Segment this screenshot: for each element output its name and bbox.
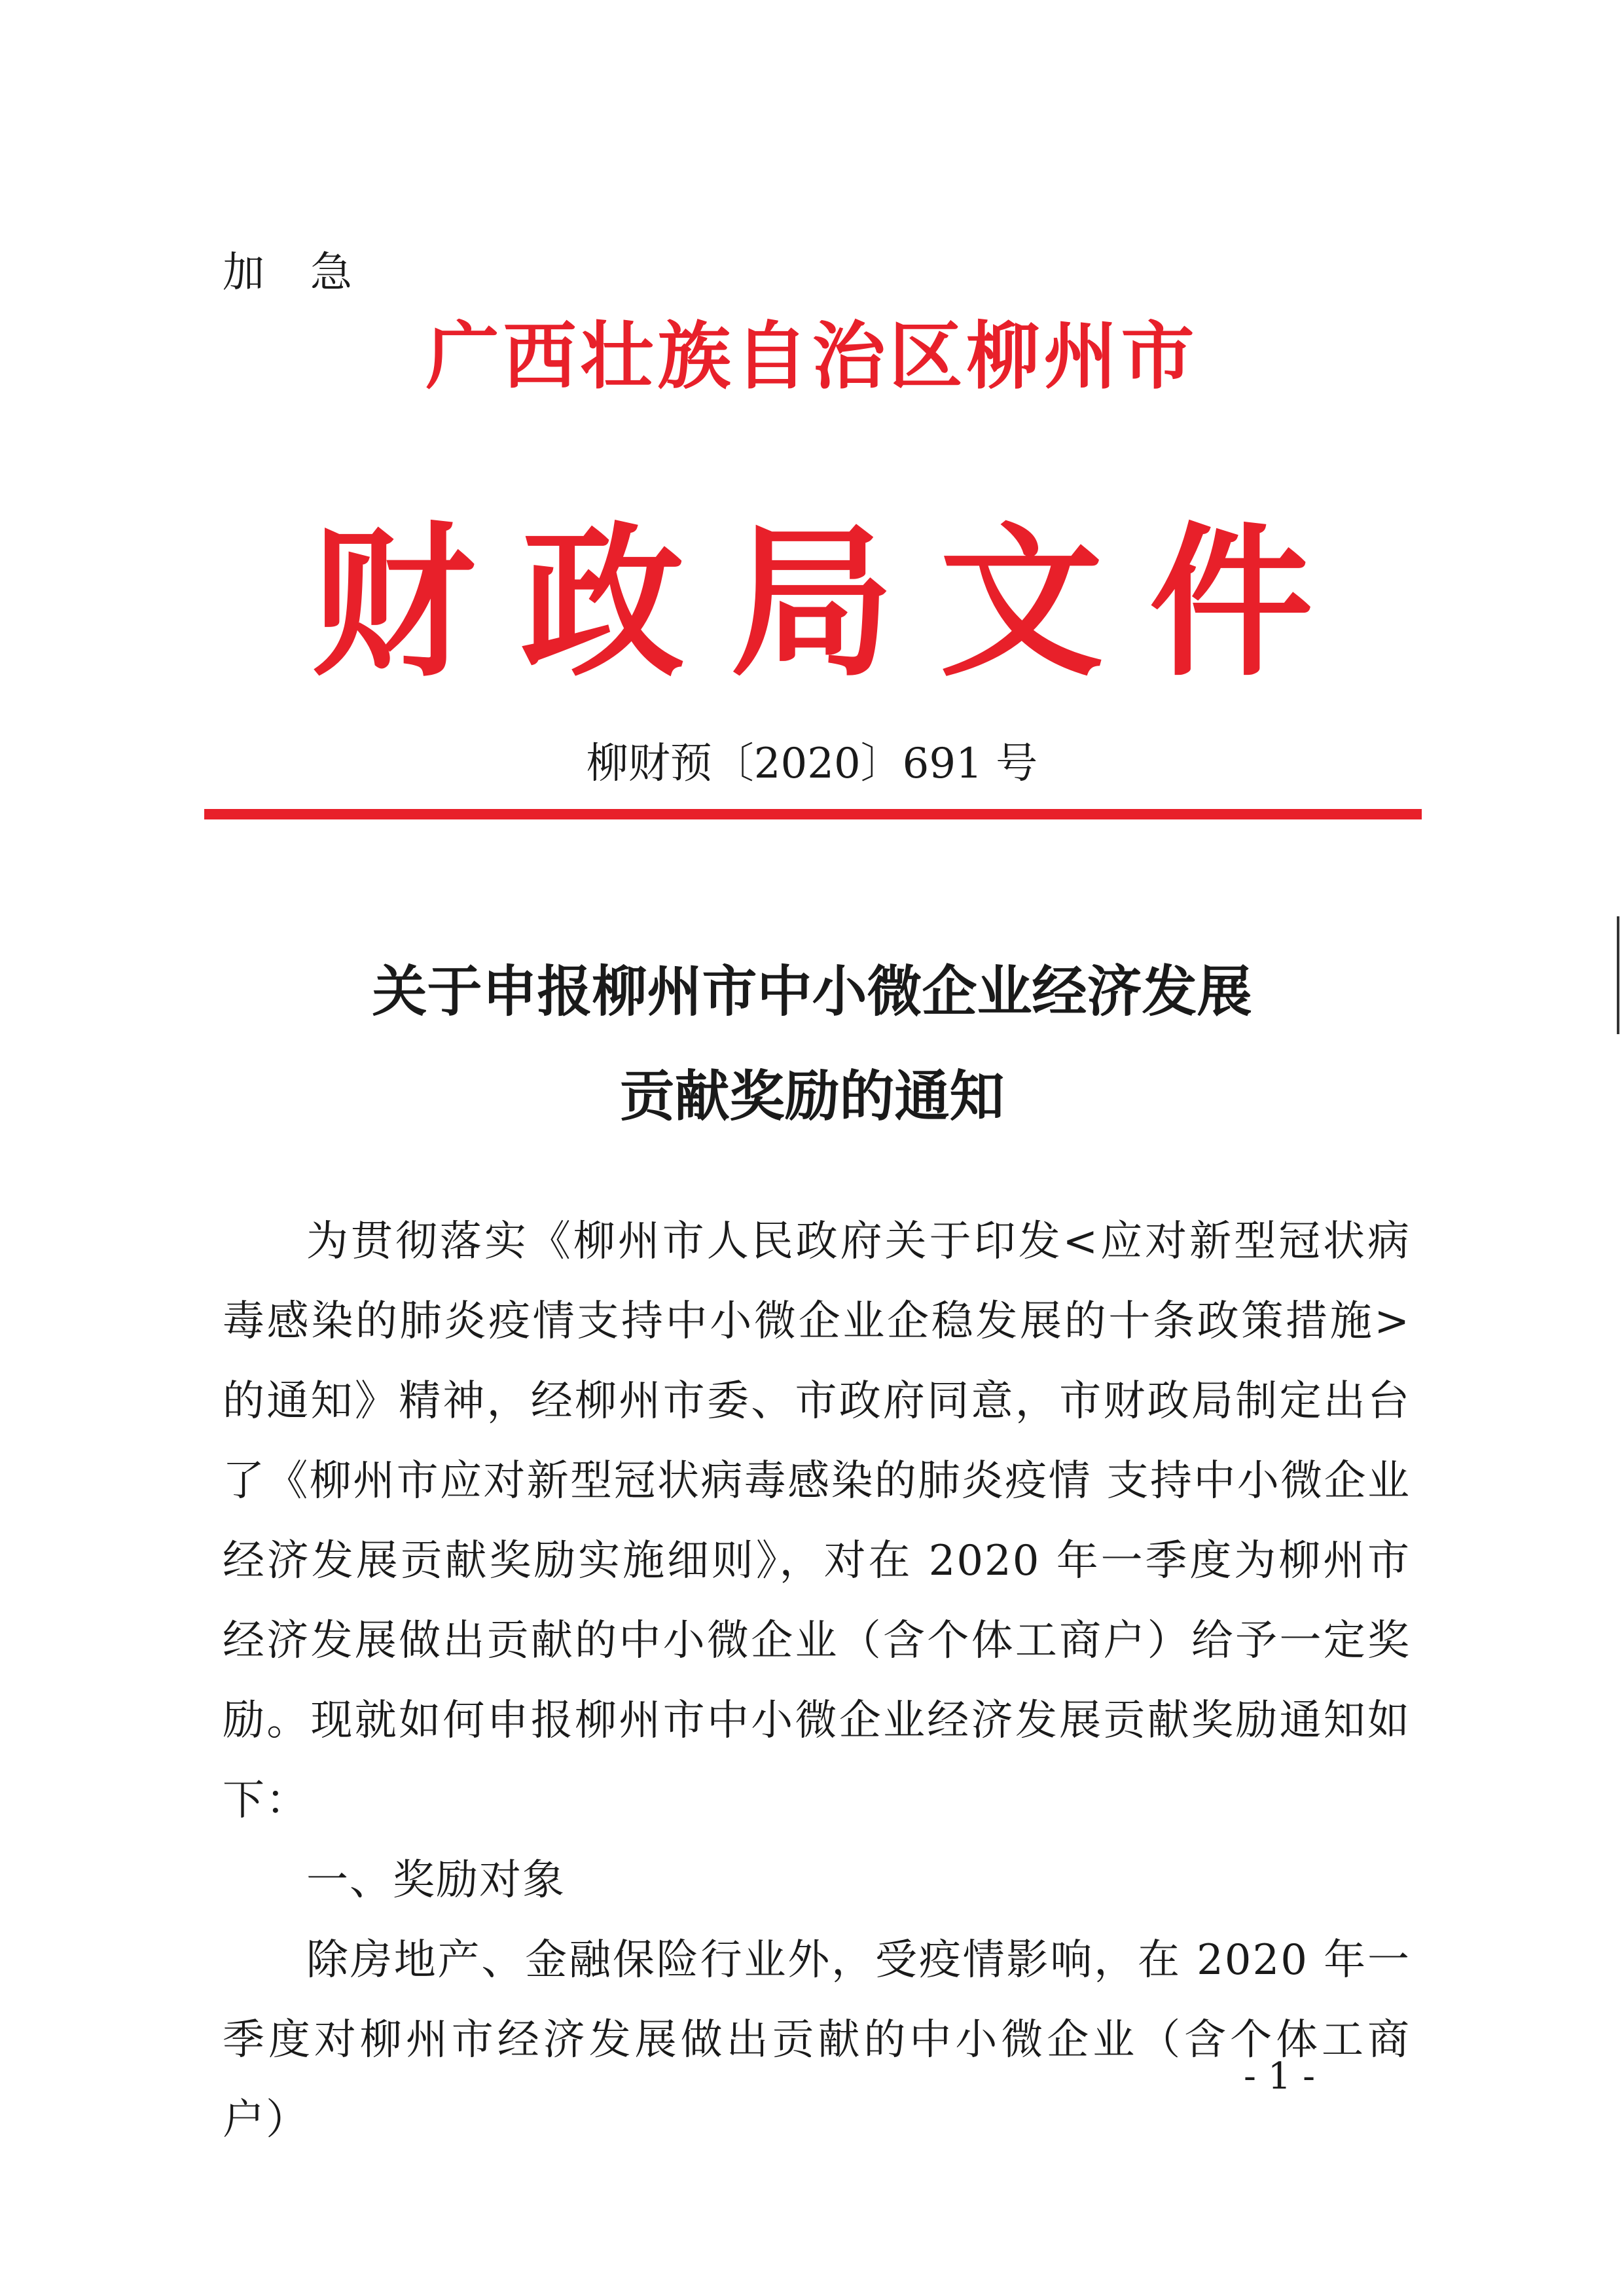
page-number: - 1 - bbox=[1244, 2055, 1316, 2098]
body-paragraph-1: 为贯彻落实《柳州市人民政府关于印发<应对新型冠状病毒感染的肺炎疫情支持中小微企业企稳发展的十条政策措施>的通知》精神，经柳州市委、市政府同意，市财政局制定出台了《柳州市应对新型冠状病毒感染的肺炎疫情 支持中小微企业经济发展贡献奖励实施细则》，对在 2020 年一季度为柳州市经济发展做出贡献的中小微企业（含个体工商户）给予一定奖励。现就如何申报柳州市中小微企业经济发展贡献奖励通知如下： bbox=[223, 1217, 1411, 1825]
document-body bbox=[223, 1202, 1411, 2160]
document-number: 柳财预〔2020〕691 号 bbox=[586, 740, 1038, 788]
document-title-line1: 关于申报柳州市中小微企业经济发展 bbox=[372, 959, 1252, 1024]
body-paragraph-2: 除房地产、金融保险行业外，受疫情影响，在 2020 年一季度对柳州市经济发展做出贡献的中小微企业（含个体工商户） bbox=[223, 1936, 1411, 2144]
issuer-name-line1: 广西壮族自治区柳州市 bbox=[425, 314, 1199, 399]
issuer-name-line2: 财政局文件 bbox=[311, 506, 1359, 698]
section-heading-1: 一、奖励对象 bbox=[306, 1856, 566, 1905]
urgency-label: 加急 bbox=[223, 249, 398, 297]
scan-edge-mark bbox=[1617, 916, 1619, 1034]
document-title-line2: 贡献奖励的通知 bbox=[619, 1064, 1005, 1128]
red-divider bbox=[204, 809, 1422, 819]
